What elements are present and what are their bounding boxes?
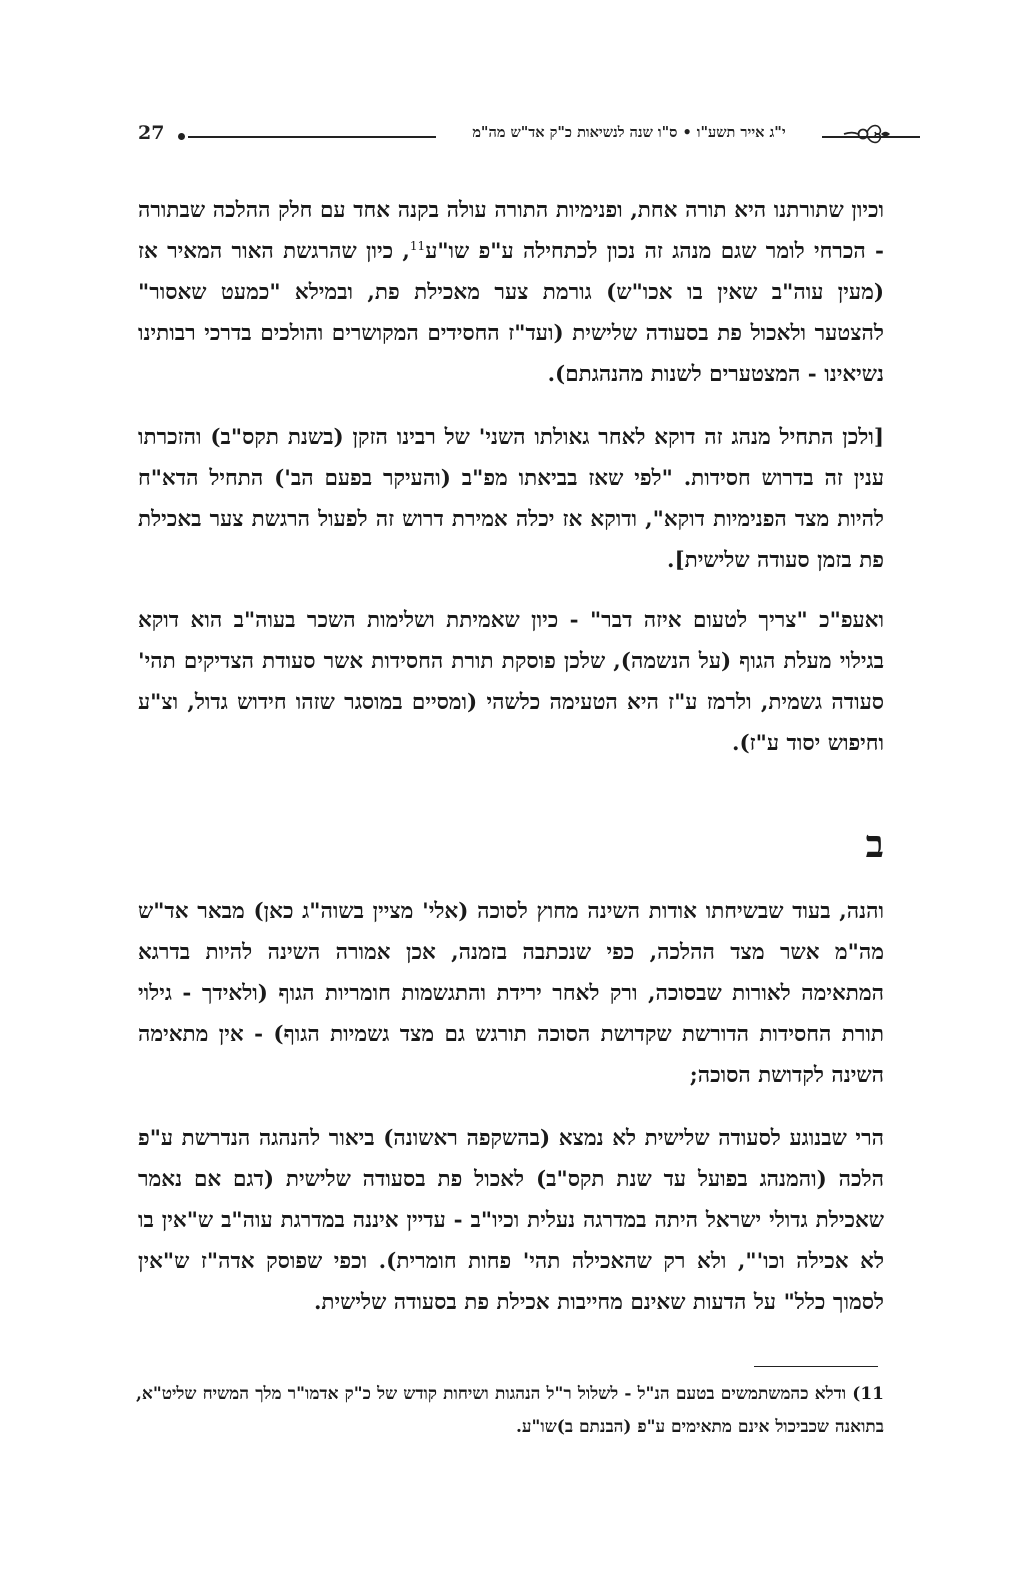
main-text <box>138 190 884 1345</box>
footnotes <box>136 1378 884 1444</box>
paragraph: [ולכן התחיל מנהג זה דוקא לאחר גאולתו השני' של רבינו הזקן (בשנת תקס"ב) והזכרתו ענין זה בדרוש חסידות. "לפי שאז בביאתו מפ"ב (והעיקר בפעם הב') התחיל הדא"ח להיות מצד הפנימיות דוקא", ודוקא אז יכלה אמירת דרוש זה לפעול הרגשת צער באכילת פת בזמן סעודה שלישית]. <box>138 425 884 573</box>
section-heading: ב <box>865 821 884 866</box>
footnote-text: ) ודלא כהמשתמשים בטעם הנ"ל - לשלול ר"ל הנהגות ושיחות קודש של כ"ק אדמו"ר מלך המשיח שליט"א, בתואנה שכביכול אינם מתאימים ע"פ (הבנתם ב)שו"ע. <box>136 1384 884 1437</box>
footnote <box>136 1378 884 1444</box>
footnote-separator <box>754 1366 878 1367</box>
page-number: 27 <box>138 122 165 144</box>
footnote-number: 11 <box>860 1384 884 1404</box>
paragraph <box>138 190 884 395</box>
running-title: י"ג אייר תשע"ו • ס"ו שנה לנשיאות כ"ק אד"ש מה"מ <box>472 124 786 141</box>
header-dot-left <box>178 133 185 140</box>
paragraph: והנה, בעוד שבשיחתו אודות השינה מחוץ לסוכה (אלי' מציין בשוה"ג כאן) מבאר אד"ש מה"מ אשר מצד ההלכה, כפי שנכתבה בזמנה, אכן אמורה השינה להיות בדרגא המתאימה לאורות שבסוכה, ורק לאחר ירידת והתגשמות חומריות הגוף (ולאידך - גילוי תורת החסידות הדורשת שקדושת הסוכה תורגש גם מצד גשמיות הגוף) - אין מתאימה השינה לקדושת הסוכה; <box>138 899 884 1088</box>
header-rule-left <box>188 136 436 138</box>
paragraph-text-end: , כיון שהרגשת האור המאיר אז (מעין עוה"ב שאין בו אכו"ש) גורמת צער מאכילת פת, ובמילא "כמעט שאסור" להצטער ולאכול פת בסעודה שלישית (ועד"ז החסידים המקושרים והולכים בדרכי רבותינו נשיאינו - המצטערים לשנות מהנהגתם). <box>138 239 884 387</box>
paragraph-text-start: וכיון שתורתנו היא תורה אחת, ופנימיות התורה עולה בקנה אחד עם חלק ההלכה שבתורה - הכרחי לומר שגם מנהג זה נכון לכתחילה ע"פ שו"ע <box>138 198 884 264</box>
paragraph: ואעפ"כ "צריך לטעום איזה דבר" - כיון שאמיתת ושלימות השכר בעוה"ב הוא דוקא בגילוי מעלת הגוף (על הנשמה), שלכן פוסקת תורת החסידות אשר סעודת הצדיקים תהי' סעודה גשמית, ולרמז ע"ז היא הטעימה כלשהי (ומסיים במוסגר שזהו חידוש גדול, וצ"ע וחיפוש יסוד ע"ז). <box>138 608 884 756</box>
footnote-marker[interactable]: 11 <box>409 238 426 253</box>
running-header <box>132 120 892 150</box>
flourish-ornament-icon <box>842 119 892 149</box>
paragraph: הרי שבנוגע לסעודה שלישית לא נמצא (בהשקפה ראשונה) ביאור להנהגה הנדרשת ע"פ הלכה (והמנהג בפועל עד שנת תקס"ב) לאכול פת בסעודה שלישית (דגם אם נאמר שאכילת גדולי ישראל היתה במדרגה נעלית וכיו"ב - עדיין איננה במדרגת עוה"ב ש"אין בו לא אכילה וכו'", ולא רק שהאכילה תהי' פחות חומרית). וכפי שפוסק אדה"ז ש"אין לסמוך כלל" על הדעות שאינם מחייבות אכילת פת בסעודה שלישית. <box>138 1126 884 1315</box>
